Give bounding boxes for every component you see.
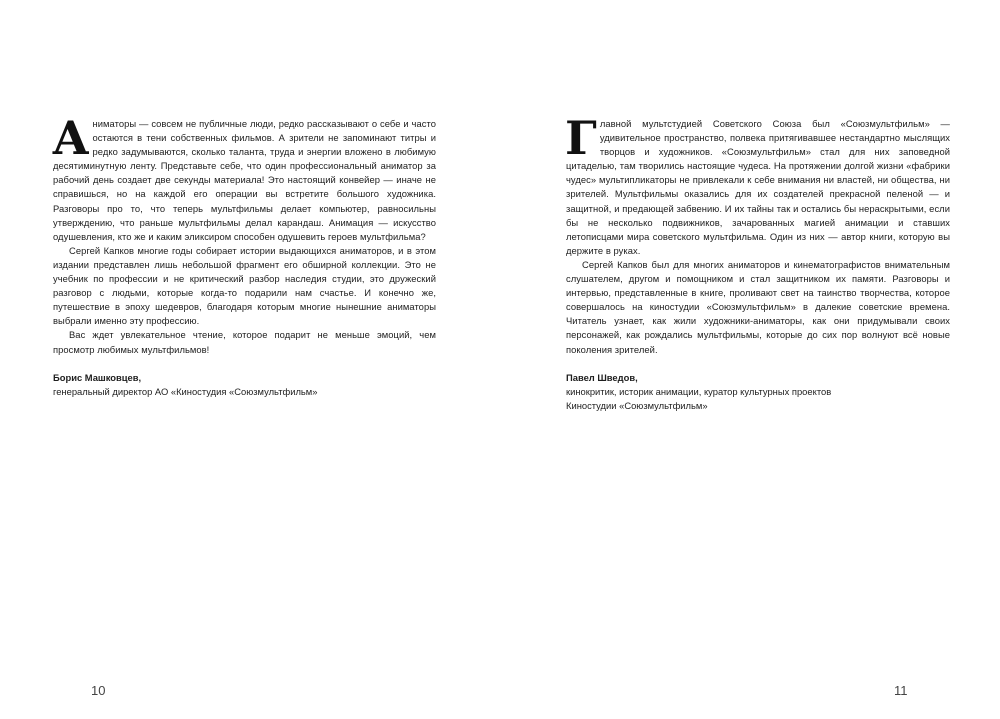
left-signature-name: Борис Машковцев, bbox=[53, 371, 142, 383]
right-paragraph-2: Сергей Капков был для многих аниматоров и кинематографистов внимательным слушателем, другом и помощником и стал защитником их памяти. Разговоры и интервью, представленные в книге, проливают свет на таинство творчества, которое совершалось на киностудии «Союзмультфильм» в далекие советские времена. Читатель узнает, как жили художники-аниматоры, как они придумывали своих персонажей, как рождались мультфильмы, которые до сих пор волнуют всё новые поколения зрителей. bbox=[566, 258, 950, 355]
right-signature-role-1: кинокритик, историк анимации, куратор культурных проектов bbox=[566, 385, 832, 397]
left-paragraph-1-text: ниматоры — совсем не публичные люди, редко рассказывают о себе и часто остаются в тени собственных фильмов. А зрители не запоминают титры и редко задумываются, сколько таланта, труда и энергии вложено в любимую десятиминутную ленту. Представьте себе, что один профессиональный аниматор за рабочий день создает две секунды материала! Это настоящий конвейер — иначе не справишься, но на каждой его операции вы встретите большого художника. Разговоры про то, что теперь мультфильмы делает компьютер, равносильны утверждению, что раньше мультфильмы делал карандаш. Анимация — искусство одушевления, кто же и каким эликсиром способен одушевить героев мультфильма? bbox=[53, 118, 436, 242]
right-paragraph-1 bbox=[565, 111, 950, 258]
left-signature-role: генеральный директор АО «Киностудия «Союзмультфильм» bbox=[53, 385, 318, 397]
right-page-number: 11 bbox=[894, 683, 908, 698]
right-dropcap: Г bbox=[565, 111, 597, 165]
right-paragraph-1-text: лавной мультстудией Советского Союза был «Союзмультфильм» — удивительное пространство, полвека притягивавшее нестандартно мыслящих творцов и художников. «Союзмультфильм» стал для них заповедной цитаделью, там творились настоящие чудеса. На протяжении долгой жизни «фабрики чудес» мультипликаторы не привлекали к себе внимания ни властей, ни общества, ни зрителей. Мультфильмы оказались для их создателей прекрасной пеленой — и защитной, и предающей забвению. И их тайны так и остались бы нераскрытыми, если бы не несколько подвижников, зачарованных магией анимации и ставших летописцами мира советского мультфильма. Один из них — автор книги, которую вы держите в руках. bbox=[566, 118, 950, 256]
left-page-number: 10 bbox=[91, 683, 106, 698]
left-signature bbox=[53, 371, 436, 399]
right-text-column bbox=[565, 111, 950, 413]
right-signature bbox=[566, 371, 950, 413]
left-paragraph-1 bbox=[52, 111, 436, 244]
right-page bbox=[500, 0, 1000, 719]
left-text-column bbox=[52, 111, 436, 399]
left-paragraph-2: Сергей Капков многие годы собирает истории выдающихся аниматоров, и в этом издании представлен лишь небольшой фрагмент его обширной коллекции. Это не учебник по профессии и не критический разбор наследия студии, это дружеский разговор с людьми, которые когда-то подарили нам счастье. И конечно же, путешествие в эпоху шедевров, благодаря которым многие нынешние аниматоры выбрали именно эту профессию. bbox=[53, 244, 436, 327]
right-signature-name: Павел Шведов, bbox=[566, 371, 638, 383]
right-signature-role-2: Киностудии «Союзмультфильм» bbox=[566, 399, 708, 411]
left-dropcap: А bbox=[52, 111, 90, 165]
left-paragraph-3: Вас ждет увлекательное чтение, которое подарит не меньше эмоций, чем просмотр любимых мультфильмов! bbox=[53, 329, 436, 355]
